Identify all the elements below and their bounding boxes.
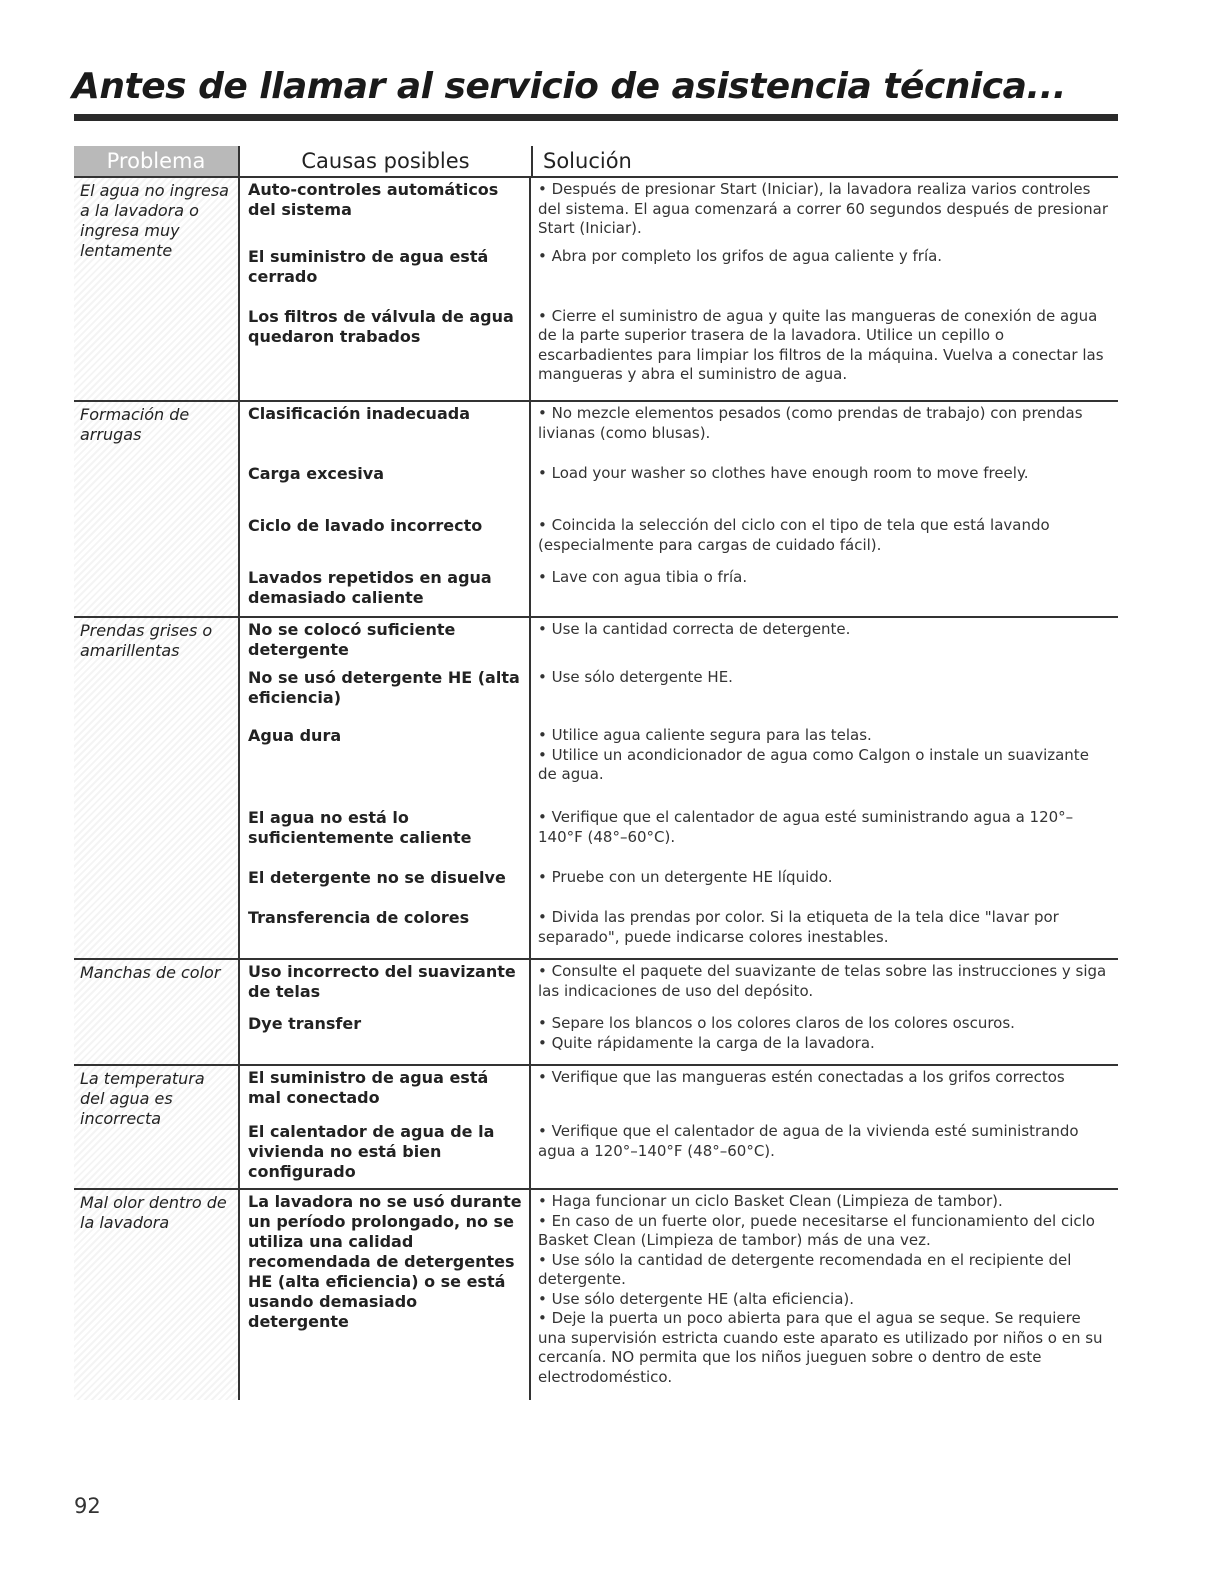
problem-label: Formación de arrugas [74, 402, 238, 616]
cause-cell: Clasificación inadecuada [238, 402, 529, 462]
table-row [238, 566, 1118, 616]
page-number: 92 [74, 1494, 101, 1518]
solution-line: • Use sólo detergente HE. [538, 668, 733, 686]
solution-line: • Deje la puerta un poco abierta para que el agua se seque. Se requiere una supervisión estricta cuando este aparato es utilizado por niños o en su cercanía. NO permita que los niños jueguen sobre o dentro de este electrodoméstico. [538, 1309, 1103, 1386]
problem-label: Manchas de color [74, 960, 238, 1064]
solution-line: • Consulte el paquete del suavizante de telas sobre las instrucciones y siga las indicaciones de uso del depósito. [538, 962, 1107, 1000]
solution-cell [529, 1066, 1118, 1120]
solution-cell [529, 1190, 1118, 1400]
page-title: Antes de llamar al servicio de asistencia técnica... [72, 66, 1066, 107]
problem-group [74, 960, 1118, 1066]
problem-group [74, 178, 1118, 402]
table-row [238, 245, 1118, 305]
solution-cell [529, 245, 1118, 305]
header-problem: Problema [74, 146, 238, 176]
cause-cell: Dye transfer [238, 1012, 529, 1064]
solution-cell [529, 724, 1118, 806]
solution-line: • Use sólo la cantidad de detergente recomendada en el recipiente del detergente. [538, 1250, 1072, 1288]
solution-line: • Verifique que las mangueras estén conectadas a los grifos correctos [538, 1068, 1065, 1086]
cause-cell: El suministro de agua está cerrado [238, 245, 529, 305]
solution-line: • En caso de un fuerte olor, puede necesitarse el funcionamiento del ciclo Basket Clean (Limpieza de tambor) más de una vez. [538, 1211, 1095, 1249]
solution-line: • Pruebe con un detergente HE líquido. [538, 868, 833, 886]
cause-rows [238, 178, 1118, 400]
cause-cell: No se colocó suficiente detergente [238, 618, 529, 666]
solution-cell [529, 462, 1118, 514]
cause-cell: Agua dura [238, 724, 529, 806]
cause-cell: El calentador de agua de la vivienda no está bien configurado [238, 1120, 529, 1188]
solution-line: • Load your washer so clothes have enough room to move freely. [538, 464, 1029, 482]
cause-cell: El suministro de agua está mal conectado [238, 1066, 529, 1120]
table-row [238, 866, 1118, 906]
table-row [238, 1066, 1118, 1120]
problem-label: La temperatura del agua es incorrecta [74, 1066, 238, 1188]
solution-line: • Utilice agua caliente segura para las telas. [538, 726, 872, 744]
problem-label: El agua no ingresa a la lavadora o ingresa muy lentamente [74, 178, 238, 400]
header-causes: Causas posibles [238, 146, 531, 176]
solution-line: • Coincida la selección del ciclo con el tipo de tela que está lavando (especialmente para cargas de cuidado fácil). [538, 516, 1050, 554]
solution-cell [529, 566, 1118, 616]
solution-line: • No mezcle elementos pesados (como prendas de trabajo) con prendas livianas (como blusas). [538, 404, 1083, 442]
problem-group [74, 402, 1118, 618]
solution-line: • Utilice un acondicionador de agua como Calgon o instale un suavizante de agua. [538, 745, 1089, 783]
table-row [238, 806, 1118, 866]
table-row [238, 178, 1118, 245]
solution-cell [529, 1120, 1118, 1188]
solution-cell [529, 866, 1118, 906]
title-rule [74, 114, 1118, 121]
solution-line: • Divida las prendas por color. Si la etiqueta de la tela dice "lavar por separado", puede indicarse colores inestables. [538, 908, 1059, 946]
solution-cell [529, 178, 1118, 245]
cause-cell: El agua no está lo suficientemente caliente [238, 806, 529, 866]
cause-cell: La lavadora no se usó durante un período prolongado, no se utiliza una calidad recomendada de detergentes HE (alta eficiencia) o se está usando demasiado detergente [238, 1190, 529, 1400]
solution-cell [529, 1012, 1118, 1064]
cause-cell: Carga excesiva [238, 462, 529, 514]
table-row [238, 724, 1118, 806]
cause-cell: Ciclo de lavado incorrecto [238, 514, 529, 566]
solution-cell [529, 960, 1118, 1012]
solution-cell [529, 305, 1118, 401]
solution-line: • Abra por completo los grifos de agua caliente y fría. [538, 246, 943, 265]
problem-group [74, 1190, 1118, 1400]
solution-cell [529, 514, 1118, 566]
solution-line: • Haga funcionar un ciclo Basket Clean (Limpieza de tambor). [538, 1192, 1003, 1210]
table-row [238, 462, 1118, 514]
table-header [74, 146, 1118, 178]
table-row [238, 514, 1118, 566]
problem-label: Prendas grises o amarillentas [74, 618, 238, 958]
table-row [238, 960, 1118, 1012]
table-row [238, 1190, 1118, 1400]
cause-cell: Auto-controles automáticos del sistema [238, 178, 529, 245]
header-solution: Solución [531, 146, 1118, 176]
solution-line: • Lave con agua tibia o fría. [538, 568, 748, 586]
cause-rows [238, 1066, 1118, 1188]
solution-line: • Verifique que el calentador de agua esté suministrando agua a 120°–140°F (48°–60°C). [538, 808, 1074, 846]
problem-group [74, 618, 1118, 960]
cause-rows [238, 1190, 1118, 1400]
solution-line: • Quite rápidamente la carga de la lavadora. [538, 1033, 875, 1052]
cause-rows [238, 618, 1118, 958]
solution-line: • Use sólo detergente HE (alta eficiencia). [538, 1289, 855, 1308]
cause-cell: El detergente no se disuelve [238, 866, 529, 906]
solution-cell [529, 806, 1118, 866]
problem-label: Mal olor dentro de la lavadora [74, 1190, 238, 1400]
cause-cell: Uso incorrecto del suavizante de telas [238, 960, 529, 1012]
troubleshooting-table [74, 146, 1118, 1400]
solution-cell [529, 618, 1118, 666]
solution-cell [529, 906, 1118, 958]
cause-cell: Lavados repetidos en agua demasiado caliente [238, 566, 529, 616]
cause-rows [238, 960, 1118, 1064]
solution-cell [529, 666, 1118, 724]
cause-cell: Transferencia de colores [238, 906, 529, 958]
solution-line: • Cierre el suministro de agua y quite las mangueras de conexión de agua de la parte superior trasera de la lavadora. Utilice un cepillo o escarbadientes para limpiar los filtros de la máquina. Vuelva a conectar las mangueras y abra el suministro de agua. [538, 306, 1104, 383]
solution-line: • Verifique que el calentador de agua de la vivienda esté suministrando agua a 120°–140°F (48°–60°C). [538, 1122, 1079, 1160]
table-row [238, 1012, 1118, 1064]
solution-line: • Después de presionar Start (Iniciar), la lavadora realiza varios controles del sistema. El agua comenzará a correr 60 segundos después de presionar Start (Iniciar). [538, 180, 1109, 237]
table-body [74, 178, 1118, 1400]
table-row [238, 666, 1118, 724]
table-row [238, 618, 1118, 666]
solution-line: • Use la cantidad correcta de detergente. [538, 620, 851, 638]
table-row [238, 1120, 1118, 1188]
table-row [238, 906, 1118, 958]
cause-cell: No se usó detergente HE (alta eficiencia) [238, 666, 529, 724]
problem-group [74, 1066, 1118, 1190]
solution-cell [529, 402, 1118, 462]
table-row [238, 402, 1118, 462]
table-row [238, 305, 1118, 401]
solution-line: • Separe los blancos o los colores claros de los colores oscuros. [538, 1014, 1015, 1032]
cause-rows [238, 402, 1118, 616]
cause-cell: Los filtros de válvula de agua quedaron trabados [238, 305, 529, 401]
